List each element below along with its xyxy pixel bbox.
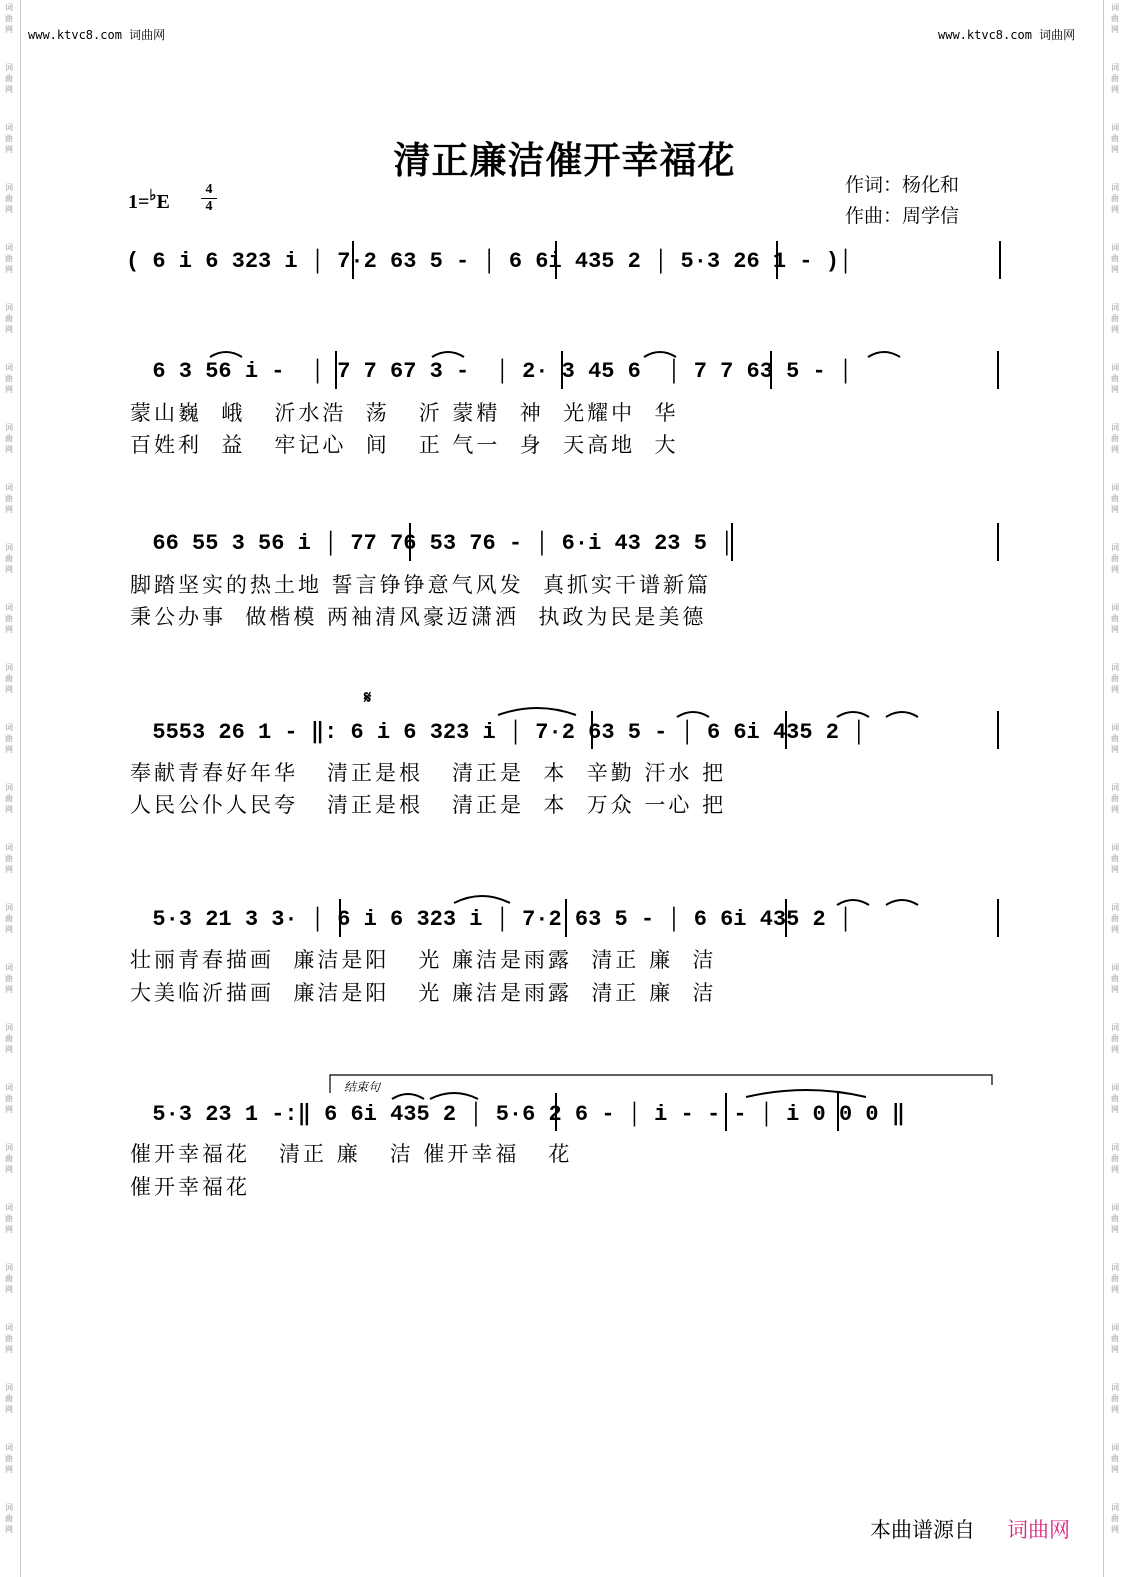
watermark-glyph: 曲: [5, 314, 13, 323]
watermark-glyph: 词: [1111, 423, 1119, 432]
lyrics-row-4-verse-1: 奉献青春好年华 清正是根 清正是 本 辛勤 汗水 把: [130, 761, 727, 785]
watermark-glyph: 曲: [1111, 1274, 1119, 1283]
watermark-glyph: 词: [1111, 723, 1119, 732]
song-title: 清正廉洁催开幸福花: [393, 138, 736, 182]
watermark-glyph: 网: [5, 565, 13, 574]
source-label: 本曲谱源自: [870, 1519, 975, 1542]
watermark-glyph: 网: [5, 925, 13, 934]
watermark-glyph: 网: [5, 25, 13, 34]
watermark-glyph: 网: [5, 445, 13, 454]
watermark-glyph: 网: [5, 1105, 13, 1114]
watermark-glyph: 词: [5, 1263, 13, 1272]
watermark-glyph: 曲: [1111, 1154, 1119, 1163]
time-sig-bottom: 4: [205, 199, 213, 214]
watermark-glyph: 词: [5, 543, 13, 552]
watermark-glyph: 网: [1111, 25, 1119, 34]
site-url-left[interactable]: www.ktvc8.com 词曲网: [28, 28, 166, 42]
score-row-intro: [126, 245, 1006, 285]
watermark-glyph: 词: [5, 1143, 13, 1152]
watermark-glyph: 词: [5, 63, 13, 72]
composer-credit: 作曲：周学信: [845, 205, 960, 227]
lyrics-row-6-verse-2: 催开幸福花: [130, 1175, 250, 1199]
watermark-glyph: 词: [1111, 663, 1119, 672]
watermark-glyph: 网: [5, 1465, 13, 1474]
watermark-glyph: 曲: [5, 74, 13, 83]
watermark-glyph: 词: [1111, 363, 1119, 372]
watermark-glyph: 网: [1111, 925, 1119, 934]
watermark-glyph: 词: [1111, 63, 1119, 72]
watermark-glyph: 词: [5, 1503, 13, 1512]
watermark-glyph: 曲: [5, 854, 13, 863]
watermark-glyph: 词: [1111, 1503, 1119, 1512]
watermark-glyph: 网: [5, 985, 13, 994]
watermark-glyph: 曲: [5, 434, 13, 443]
watermark-glyph: 词: [5, 963, 13, 972]
watermark-glyph: 曲: [5, 674, 13, 683]
watermark-glyph: 词: [5, 423, 13, 432]
watermark-glyph: 网: [5, 1165, 13, 1174]
watermark-glyph: 网: [1111, 865, 1119, 874]
watermark-glyph: 曲: [1111, 1514, 1119, 1523]
watermark-glyph: 曲: [1111, 794, 1119, 803]
score-row-2: [126, 355, 1006, 395]
watermark-glyph: 词: [1111, 1383, 1119, 1392]
score-row-4: [126, 715, 1006, 755]
watermark-glyph: 曲: [1111, 374, 1119, 383]
watermark-glyph: 网: [1111, 565, 1119, 574]
watermark-glyph: 词: [5, 723, 13, 732]
watermark-glyph: 词: [5, 183, 13, 192]
watermark-glyph: 网: [5, 145, 13, 154]
watermark-glyph: 曲: [1111, 134, 1119, 143]
time-signature: [201, 183, 217, 214]
watermark-glyph: 曲: [5, 914, 13, 923]
watermark-glyph: 词: [5, 1203, 13, 1212]
watermark-glyph: 网: [5, 505, 13, 514]
watermark-glyph: 词: [1111, 963, 1119, 972]
lyrics-row-2-verse-2: 百姓利 益 牢记心 间 正 气一 身 天高地 大: [130, 433, 679, 457]
watermark-glyph: 网: [1111, 1345, 1119, 1354]
lyrics-row-5-verse-2: 大美临沂描画 廉洁是阳 光 廉洁是雨露 清正 廉 洁: [130, 981, 717, 1005]
notation-row-3: 66 55 3 56 i │ 77 76 53 76 - │ 6·i 43 23 5 │: [126, 531, 734, 556]
watermark-glyph: 词: [1111, 183, 1119, 192]
watermark-glyph: 词: [1111, 1263, 1119, 1272]
watermark-glyph: 曲: [5, 1454, 13, 1463]
watermark-glyph: 曲: [5, 254, 13, 263]
watermark-glyph: 词: [1111, 123, 1119, 132]
watermark-glyph: 词: [5, 663, 13, 672]
watermark-glyph: 词: [5, 483, 13, 492]
watermark-glyph: 网: [5, 865, 13, 874]
watermark-glyph: 曲: [5, 1334, 13, 1343]
watermark-glyph: 曲: [5, 1214, 13, 1223]
watermark-glyph: 词: [5, 603, 13, 612]
watermark-glyph: 曲: [1111, 614, 1119, 623]
watermark-glyph: 曲: [1111, 74, 1119, 83]
watermark-glyph: 词: [1111, 1323, 1119, 1332]
watermark-glyph: 曲: [5, 194, 13, 203]
key-signature: [128, 186, 170, 214]
watermark-glyph: 词: [5, 303, 13, 312]
watermark-glyph: 词: [1111, 603, 1119, 612]
notation-row-5: 5·3 21 3 3· │ 6 i 6 323 i │ 7·2 63 5 - │ 6 6i 435 2 │: [126, 907, 853, 932]
watermark-glyph: 网: [1111, 1465, 1119, 1474]
watermark-glyph: 词: [1111, 3, 1119, 12]
watermark-glyph: 网: [5, 625, 13, 634]
lyricist-credit: 作词：杨化和: [845, 174, 960, 196]
watermark-glyph: 曲: [1111, 1034, 1119, 1043]
watermark-glyph: 网: [1111, 1105, 1119, 1114]
watermark-glyph: 词: [1111, 483, 1119, 492]
watermark-glyph: 曲: [5, 1274, 13, 1283]
watermark-glyph: 网: [1111, 145, 1119, 154]
flat-sign: ♭: [149, 188, 157, 204]
watermark-glyph: 网: [5, 1345, 13, 1354]
watermark-glyph: 网: [5, 265, 13, 274]
watermark-glyph: 词: [5, 1443, 13, 1452]
watermark-glyph: 网: [1111, 625, 1119, 634]
notation-row-2: 6 3 56 i - │ 7 7 67 3 - │ 2· 3 45 6 │ 7 7 63 5 - │: [126, 359, 853, 384]
watermark-glyph: 网: [5, 685, 13, 694]
watermark-glyph: 网: [1111, 205, 1119, 214]
watermark-glyph: 曲: [1111, 194, 1119, 203]
watermark-glyph: 网: [1111, 325, 1119, 334]
watermark-glyph: 网: [1111, 685, 1119, 694]
watermark-glyph: 网: [5, 385, 13, 394]
key-note: E: [156, 191, 170, 213]
watermark-glyph: 网: [1111, 1405, 1119, 1414]
watermark-glyph: 词: [1111, 903, 1119, 912]
lyrics-row-2-verse-1: 蒙山巍 峨 沂水浩 荡 沂 蒙精 神 光耀中 华: [130, 401, 679, 425]
watermark-glyph: 网: [5, 745, 13, 754]
watermark-glyph: 词: [5, 1383, 13, 1392]
watermark-glyph: 曲: [5, 1514, 13, 1523]
watermark-glyph: 词: [1111, 783, 1119, 792]
watermark-glyph: 网: [1111, 1285, 1119, 1294]
watermark-glyph: 词: [5, 123, 13, 132]
watermark-glyph: 曲: [5, 494, 13, 503]
watermark-glyph: 曲: [1111, 1334, 1119, 1343]
lyrics-row-4-verse-2: 人民公仆人民夸 清正是根 清正是 本 万众 一心 把: [130, 793, 727, 817]
watermark-glyph: 曲: [1111, 1094, 1119, 1103]
watermark-glyph: 词: [5, 1323, 13, 1332]
watermark-glyph: 曲: [1111, 554, 1119, 563]
watermark-glyph: 曲: [1111, 1394, 1119, 1403]
watermark-glyph: 曲: [1111, 854, 1119, 863]
watermark-glyph: 网: [5, 1225, 13, 1234]
watermark-glyph: 曲: [1111, 494, 1119, 503]
watermark-glyph: 曲: [1111, 314, 1119, 323]
watermark-glyph: 曲: [1111, 674, 1119, 683]
watermark-glyph: 曲: [5, 1394, 13, 1403]
right-watermark-strip: [1106, 0, 1124, 1577]
watermark-glyph: 网: [1111, 745, 1119, 754]
watermark-glyph: 网: [5, 205, 13, 214]
lyrics-row-3-verse-1: 脚踏坚实的热土地 誓言铮铮意气风发 真抓实干谱新篇: [130, 573, 712, 597]
watermark-glyph: 曲: [5, 974, 13, 983]
watermark-glyph: 网: [1111, 385, 1119, 394]
watermark-glyph: 网: [1111, 505, 1119, 514]
watermark-glyph: 曲: [5, 554, 13, 563]
watermark-glyph: 网: [1111, 85, 1119, 94]
watermark-glyph: 网: [5, 85, 13, 94]
watermark-glyph: 曲: [5, 614, 13, 623]
ending-label: 结束句: [344, 1080, 381, 1094]
watermark-glyph: 词: [1111, 243, 1119, 252]
notation-row-1: ( 6 i 6 323 i │ 7·2 63 5 - │ 6 6i 435 2 │ 5·3 26 1 - )│: [126, 249, 853, 274]
watermark-glyph: 网: [5, 1285, 13, 1294]
watermark-glyph: 曲: [1111, 974, 1119, 983]
watermark-glyph: 网: [5, 325, 13, 334]
watermark-glyph: 网: [5, 805, 13, 814]
score-row-6: [126, 1097, 1006, 1137]
watermark-glyph: 曲: [1111, 914, 1119, 923]
score-row-5: [126, 903, 1006, 943]
watermark-glyph: 曲: [1111, 1454, 1119, 1463]
watermark-glyph: 词: [1111, 1083, 1119, 1092]
watermark-glyph: 曲: [5, 374, 13, 383]
watermark-glyph: 曲: [5, 134, 13, 143]
watermark-glyph: 词: [5, 3, 13, 12]
watermark-glyph: 词: [1111, 1143, 1119, 1152]
source-site-link[interactable]: 词曲网: [1007, 1519, 1070, 1542]
watermark-glyph: 词: [5, 1083, 13, 1092]
watermark-glyph: 词: [5, 243, 13, 252]
watermark-glyph: 词: [5, 363, 13, 372]
notation-row-4: 5553 26 1 - ‖: 6 i 6 323 i │ 7·2 63 5 - │ 6 6i 435 2 │: [126, 720, 866, 745]
watermark-glyph: 网: [1111, 1165, 1119, 1174]
lyrics-row-3-verse-2: 秉公办事 做楷模 两袖清风豪迈潇洒 执政为民是美德: [130, 605, 707, 629]
watermark-glyph: 曲: [1111, 14, 1119, 23]
watermark-glyph: 曲: [1111, 254, 1119, 263]
watermark-glyph: 曲: [5, 1154, 13, 1163]
watermark-glyph: 网: [1111, 985, 1119, 994]
lyrics-row-6-verse-1: 催开幸福花 清正 廉 洁 催开幸福 花: [130, 1142, 573, 1166]
watermark-glyph: 词: [1111, 303, 1119, 312]
watermark-glyph: 网: [1111, 805, 1119, 814]
segno-sign: 𝄋: [364, 688, 372, 708]
watermark-glyph: 网: [5, 1045, 13, 1054]
watermark-glyph: 曲: [5, 734, 13, 743]
watermark-glyph: 词: [1111, 1203, 1119, 1212]
watermark-glyph: 词: [1111, 543, 1119, 552]
watermark-glyph: 网: [1111, 445, 1119, 454]
watermark-glyph: 曲: [5, 1094, 13, 1103]
watermark-glyph: 网: [1111, 1525, 1119, 1534]
watermark-glyph: 词: [5, 1023, 13, 1032]
watermark-glyph: 网: [5, 1525, 13, 1534]
watermark-glyph: 曲: [5, 1034, 13, 1043]
watermark-glyph: 曲: [5, 794, 13, 803]
watermark-glyph: 网: [5, 1405, 13, 1414]
score-row-3: [126, 527, 1006, 567]
watermark-glyph: 网: [1111, 1225, 1119, 1234]
watermark-glyph: 词: [1111, 1443, 1119, 1452]
watermark-glyph: 词: [1111, 1023, 1119, 1032]
lyrics-row-5-verse-1: 壮丽青春描画 廉洁是阳 光 廉洁是雨露 清正 廉 洁: [130, 948, 717, 972]
watermark-glyph: 词: [1111, 843, 1119, 852]
notation-row-6: 5·3 23 1 -:‖ 6 6i 435 2 │ 5·6 2 6 - │ i - - - │ i 0 0 0 ‖: [126, 1102, 906, 1127]
watermark-glyph: 曲: [5, 14, 13, 23]
watermark-glyph: 词: [5, 783, 13, 792]
watermark-glyph: 曲: [1111, 734, 1119, 743]
watermark-glyph: 曲: [1111, 1214, 1119, 1223]
watermark-glyph: 曲: [1111, 434, 1119, 443]
left-watermark-strip: [0, 0, 18, 1577]
watermark-glyph: 网: [1111, 265, 1119, 274]
key-prefix: 1=: [128, 191, 150, 213]
watermark-glyph: 网: [1111, 1045, 1119, 1054]
time-sig-top: 4: [205, 182, 213, 197]
site-url-right[interactable]: www.ktvc8.com 词曲网: [938, 28, 1076, 42]
watermark-glyph: 词: [5, 843, 13, 852]
watermark-glyph: 词: [5, 903, 13, 912]
